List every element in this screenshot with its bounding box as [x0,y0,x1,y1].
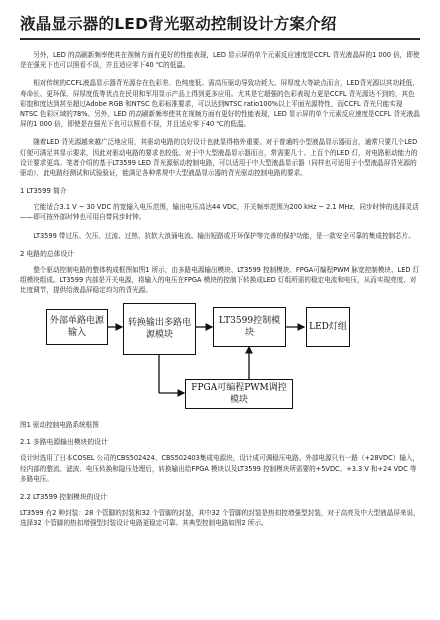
section2-paragraph-1: 整个驱动控制电路的整体构成框图如图1 所示，由多路电源输出模块、LT3599 控制模块、FPGA可编程PWM 脉宽控制模块、LED 灯组模块组成。LT3599 内部是开关电源，将输入的电压在FPGA 模块的控制下转换成LED 灯组所需的稳定电流和电压，从而实现亮度、对比度调节，提供给液晶屏稳定均匀的背光源。 [20,265,420,295]
box-fpga: FPGA可编程PWM调控模块 [185,379,293,409]
box-lt3599: LT3599控制模块 [213,307,286,347]
intro-paragraph-1: 另外，LED 的高刷新频率使其在视频方面有更好的性能表现，LED 显示屏的单个元素反应速度是CCFL 背光液晶屏的1 000 倍，即使是在强光下也可以照看不误，并且适应零下40 ℃的低温。 [20,51,420,70]
box-converter: 转换输出多路电源模块 [123,303,196,355]
section-heading-2-2: 2.2 LT3599 控制模块的设计 [20,493,108,502]
section22-paragraph-1: LT3599 有2 种封装：28 个管脚的封装和32 个管脚的封装，其中32 个管脚的封装是热扣控增强型封装，对于高亮及中大型液晶屏来说，选择32 个管脚的热扣增强型封装设计电路更稳定可靠。其典型控制电路如图2 所示。 [20,509,420,528]
intro-paragraph-2: 相对传统的CCFL液晶显示器背光源存在色彩差、色纯度低、需高压驱动导致功耗大、屏厚度大等缺点而言，LED背光源以其功耗低、寿命长、更环保、屏厚度低等优点在民用和军用显示产品上得到更多应用。尤其是它超强的色彩表现力更是CCFL 背光源达不到的，其色彩饱和度达到甚至超过Adobe RGB 和NTSC 色彩标准要求，可以达到NTSC ratio100%以上平面光源特性，而CCFL 背光只能实现NTSC 色彩区域的78%。另外，LED 的高刷新频率使其在视频方面有更好的性能表现，LED 显示屏的单个元素反应速度是CCFL 背光液晶屏的1 000 倍，即使是在强光下也可以照看不误，并且适应零下40 ℃的低温。 [20,79,420,129]
section-heading-2: 2 电路的总体设计 [20,249,75,258]
page-title: 液晶显示器的LED背光驱动控制设计方案介绍 [20,15,337,33]
section-heading-1: 1 LT3599 简介 [20,187,67,196]
box-external-input: 外部单路电源输入 [46,309,108,345]
block-diagram [46,303,406,413]
section21-paragraph-1: 设计时选用了日本COSEL 公司的CBS502424、CBS502403集成电源块，设计成可调稳压电路。外部电源只有一路（+28VDC）输入，经内部的整流、滤波、电压转换和隐压处理后，转换输出给FPGA 模块以及LT3599 控制模块所需要的+5VDC、+3.3 V 和+24 VDC 等多路电压。 [20,454,420,483]
figure-caption: 图1 驱动控制电路系统框图 [20,421,99,430]
intro-paragraph-3: 随着LED 背光源越来越广泛地应用，其驱动电路的良好设计也就显得格外重要。对于普通的小型液晶显示器而言，通常只要几个LED 灯便可满足其显示要求，因此对驱动电路的要求也较低。对于中大型液晶显示器而言，常需要几十、上百个的LED 灯，对电路驱动能力的设计要求更高。笔者介绍的基于LT3599 LED 背光源驱动控制电路，可以适用于中大型液晶显示器（同样也可适用于小型液晶屏背光源的驱动），此电路经测试和试验验证，能满足各种常规中大型液晶显示器的背光驱动控制电路的要求。 [20,138,418,178]
section-heading-2-1: 2.1 多路电源输出模块的设计 [20,438,108,447]
section1-paragraph-2: LT3599 带过压、欠压、过流、过热、抗软大浪涌电流、输出短路或开环保护等完善的保护功能，是一款安全可靠的集成控制芯片。 [33,231,415,240]
box-led: LED灯组 [306,307,350,347]
section1-paragraph-1: 它能适合3.1 V ~ 30 VDC 的宽输入电压范围，输出电压高达44 VDC，开关频率范围为200 kHz ~ 2.1 MHz，同步时钟的选择灵活——即可按外部时钟也可用自带同步时钟。 [20,203,419,222]
title-rule [20,38,420,40]
